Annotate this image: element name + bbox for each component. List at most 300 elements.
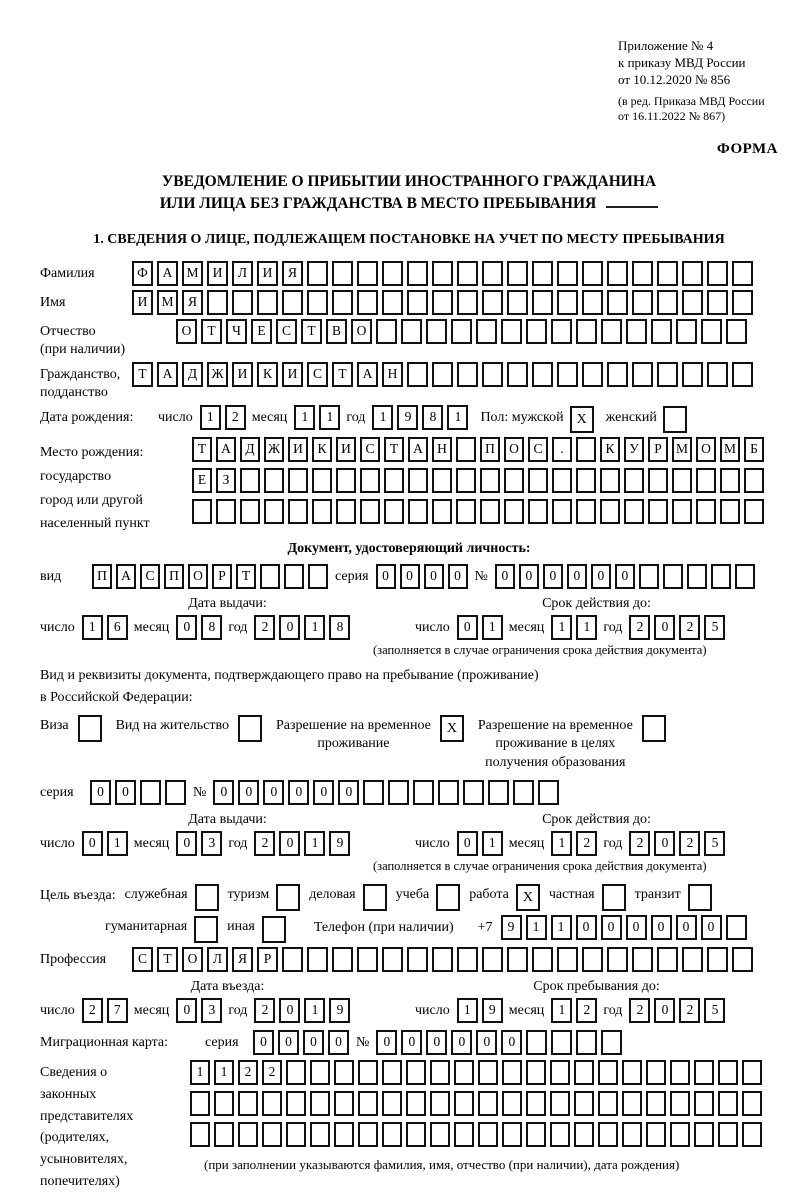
migration-series-input[interactable] [253,1030,349,1055]
char-cell [307,261,328,286]
char-cell [622,1091,642,1116]
representatives-label-line2: законных [40,1087,97,1103]
form-label: ФОРМА [716,141,778,158]
char-cell [504,468,524,493]
birth-place-row1-input[interactable] [192,437,764,462]
surname-input[interactable] [132,261,753,286]
char-cell: О [351,319,372,344]
char-cell: 2 [629,615,650,640]
year-label: год [603,836,623,852]
identity-doc-type-row [40,564,778,589]
citizenship-label-line1: Гражданство, [40,367,121,383]
char-cell [207,290,228,315]
char-cell: И [132,290,153,315]
day-label: число [415,619,450,635]
char-cell: Н [382,362,403,387]
char-cell [694,1122,714,1147]
month-label: месяц [133,619,170,635]
identity-issue-col [40,595,415,659]
profession-input[interactable] [132,947,753,972]
purpose-transit-checkbox[interactable] [688,884,712,911]
birth-place-label-line3: город или другой [40,492,143,508]
char-cell [264,468,284,493]
char-cell: Р [648,437,668,462]
char-cell [502,1122,522,1147]
surname-row [40,261,778,286]
char-cell [507,947,528,972]
char-cell [526,319,547,344]
patronymic-input[interactable] [176,319,747,344]
char-cell: 9 [501,915,522,940]
representatives-label-line4: (родителях, [40,1130,110,1146]
gender-female-checkbox[interactable] [663,406,687,433]
char-cell: 0 [288,780,309,805]
char-cell [214,1091,234,1116]
char-cell: 9 [397,405,418,430]
edition-note [618,94,778,125]
char-cell: 0 [654,615,675,640]
year-cells[interactable] [629,998,725,1023]
char-cell [576,468,596,493]
purpose-humanitarian-checkbox[interactable] [194,916,218,943]
char-cell: П [92,564,112,589]
char-cell [334,1122,354,1147]
month-cells[interactable] [176,615,222,640]
char-cell: Р [257,947,278,972]
purpose-business-checkbox[interactable] [363,884,387,911]
char-cell [742,1091,762,1116]
char-cell: С [132,947,153,972]
year-cells[interactable] [629,615,725,640]
char-cell [257,290,278,315]
char-cell [382,1060,402,1085]
char-cell [457,261,478,286]
char-cell [282,947,303,972]
char-cell [262,1122,282,1147]
char-cell [701,319,722,344]
edition-line: от 16.11.2022 № 867) [618,109,726,124]
day-cells[interactable] [200,405,246,430]
char-cell [707,261,728,286]
char-cell [601,319,622,344]
char-cell: 5 [704,831,725,856]
char-cell [264,499,284,524]
migration-card-label: Миграционная карта: [40,1035,169,1051]
appendix-line: к приказу МВД России [618,54,746,70]
char-cell [286,1122,306,1147]
char-cell [670,1060,690,1085]
char-cell: 0 [176,615,197,640]
identity-doc-heading: Документ, удостоверяющий личность: [287,541,531,557]
year-cells[interactable] [372,405,468,430]
char-cell [742,1122,762,1147]
char-cell [646,1091,666,1116]
temp-permit-label-line1: Разрешение на временное [275,718,431,734]
char-cell: 1 [319,405,340,430]
char-cell [720,468,740,493]
char-cell [307,290,328,315]
char-cell [260,564,280,589]
char-cell [407,290,428,315]
representatives-row2-input[interactable] [190,1091,762,1116]
char-cell [357,947,378,972]
char-cell: И [282,362,303,387]
residence-doc-intro-line2: в Российской Федерации: [40,689,193,705]
day-cells[interactable] [82,998,128,1023]
patronymic-label-line1: Отчество [40,324,96,340]
purpose-private-checkbox[interactable] [602,884,626,911]
char-cell: 0 [615,564,635,589]
month-label: месяц [133,836,170,852]
char-cell: 7 [107,998,128,1023]
month-label: месяц [508,1003,545,1019]
char-cell: К [312,437,332,462]
purpose-official-checkbox[interactable] [195,884,219,911]
year-label: год [228,619,248,635]
purpose-business-label: деловая [309,886,356,902]
char-cell [513,780,534,805]
char-cell [363,780,384,805]
char-cell: 1 [107,831,128,856]
birth-date-row [40,405,778,433]
day-cells[interactable] [457,998,503,1023]
residence-permit-option [116,714,262,742]
char-cell: 2 [254,998,275,1023]
citizenship-input[interactable] [132,362,753,387]
char-cell [388,780,409,805]
char-cell: 0 [501,1030,522,1055]
birth-place-block [40,437,778,536]
char-cell [682,261,703,286]
char-cell [482,947,503,972]
char-cell [308,564,328,589]
char-cell [334,1060,354,1085]
visa-label: Виза [40,718,69,734]
char-cell: 0 [176,998,197,1023]
char-cell [332,261,353,286]
form-title [40,171,778,214]
char-cell [657,261,678,286]
day-label: число [415,1003,450,1019]
char-cell [552,499,572,524]
char-cell: 8 [329,615,350,640]
purpose-study-checkbox[interactable] [436,884,460,911]
char-cell [687,564,707,589]
char-cell [478,1060,498,1085]
doc-series-input[interactable] [376,564,468,589]
char-cell [735,564,755,589]
char-cell [651,319,672,344]
year-cells[interactable] [629,831,725,856]
edu-permit-label-line2: проживание в целях [495,736,616,752]
char-cell: Я [282,261,303,286]
char-cell: Е [192,468,212,493]
char-cell [557,290,578,315]
month-cells[interactable] [176,998,222,1023]
char-cell: У [624,437,644,462]
char-cell [432,362,453,387]
char-cell [639,564,659,589]
char-cell: М [182,261,203,286]
char-cell [382,290,403,315]
char-cell [360,499,380,524]
char-cell [408,468,428,493]
char-cell: 5 [704,615,725,640]
identity-validity-heading: Срок действия до: [542,595,651,611]
char-cell: 2 [679,998,700,1023]
year-cells[interactable] [254,831,350,856]
representatives-label [40,1060,190,1192]
char-cell [682,947,703,972]
char-cell: 1 [526,915,547,940]
char-cell [552,468,572,493]
char-cell [507,261,528,286]
char-cell [670,1122,690,1147]
purpose-humanitarian [105,915,218,943]
title-blank-line [606,206,658,208]
char-cell [310,1122,330,1147]
appendix-line: от 10.12.2020 № 856 [618,71,731,87]
doc-type-input[interactable] [92,564,328,589]
char-cell: Т [332,362,353,387]
birth-place-row2-input[interactable] [192,468,764,493]
month-label: месяц [133,1003,170,1019]
char-cell: 1 [457,998,478,1023]
char-cell [694,1060,714,1085]
month-cells[interactable] [176,831,222,856]
char-cell [607,947,628,972]
char-cell: 0 [90,780,111,805]
month-cells[interactable] [294,405,340,430]
char-cell: И [232,362,253,387]
birth-place-label [40,437,192,536]
char-cell: Т [236,564,256,589]
char-cell: Т [301,319,322,344]
char-cell: 0 [115,780,136,805]
residence-number-input[interactable] [213,780,559,805]
char-cell [454,1091,474,1116]
char-cell: 3 [201,998,222,1023]
char-cell [532,947,553,972]
char-cell [476,319,497,344]
char-cell [682,290,703,315]
day-cells[interactable] [457,615,503,640]
char-cell: Я [232,947,253,972]
char-cell [426,319,447,344]
char-cell [406,1091,426,1116]
char-cell [312,468,332,493]
char-cell [358,1091,378,1116]
gender-male-checkbox[interactable]: X [570,406,594,433]
residence-validity-note: (заполняется в случае ограничения срока действия документа) [373,859,707,874]
char-cell: 2 [254,831,275,856]
residence-doc-series-row [40,780,778,805]
phone-prefix: +7 [477,919,493,935]
char-cell: А [408,437,428,462]
char-cell [600,499,620,524]
purpose-other-checkbox[interactable] [262,916,286,943]
char-cell [238,1122,258,1147]
char-cell: 1 [551,915,572,940]
char-cell [582,290,603,315]
char-cell [332,947,353,972]
purpose-work [469,883,540,911]
char-cell [214,1122,234,1147]
char-cell [456,468,476,493]
char-cell [478,1122,498,1147]
char-cell [430,1122,450,1147]
char-cell: 0 [626,915,647,940]
residence-validity-date-group [415,831,778,856]
char-cell: О [182,947,203,972]
char-cell [694,1091,714,1116]
char-cell [720,499,740,524]
char-cell [732,362,753,387]
month-cells[interactable] [551,998,597,1023]
char-cell [454,1122,474,1147]
char-cell [676,319,697,344]
char-cell: Я [182,290,203,315]
year-cells[interactable] [254,998,350,1023]
gender-female-label: женский [605,410,657,426]
year-cells[interactable] [254,615,350,640]
char-cell: 2 [254,615,275,640]
edu-permit-checkbox[interactable] [642,715,666,742]
representatives-row3-input[interactable] [190,1122,762,1147]
char-cell [336,499,356,524]
char-cell [574,1122,594,1147]
purpose-private [549,883,626,911]
char-cell: Т [384,437,404,462]
month-cells[interactable] [551,615,597,640]
identity-validity-note: (заполняется в случае ограничения срока действия документа) [373,643,707,658]
birth-place-row3-input[interactable] [192,499,764,524]
purpose-tourism-checkbox[interactable] [276,884,300,911]
residence-doc-options [40,714,778,772]
char-cell: 0 [313,780,334,805]
char-cell: 0 [601,915,622,940]
residence-permit-checkbox[interactable] [238,715,262,742]
purpose-work-checkbox[interactable]: X [516,884,540,911]
char-cell [240,468,260,493]
form-title-line1: УВЕДОМЛЕНИЕ О ПРИБЫТИИ ИНОСТРАННОГО ГРАЖДАНИНА [161,173,657,191]
char-cell: Л [207,947,228,972]
profession-row [40,947,778,972]
firstname-input[interactable] [132,290,753,315]
doc-number-input[interactable] [495,564,755,589]
char-cell [557,947,578,972]
purpose-study-label: учеба [395,886,430,902]
char-cell: 6 [107,615,128,640]
surname-label: Фамилия [40,266,95,282]
char-cell [502,1060,522,1085]
char-cell: М [157,290,178,315]
char-cell: 0 [701,915,722,940]
char-cell [744,468,764,493]
patronymic-label-line2: (при наличии) [40,341,126,357]
day-cells[interactable] [82,615,128,640]
char-cell [576,319,597,344]
char-cell [646,1122,666,1147]
char-cell: А [157,362,178,387]
char-cell: 8 [422,405,443,430]
char-cell: 1 [482,615,503,640]
char-cell [432,499,452,524]
char-cell [582,947,603,972]
char-cell: 2 [576,831,597,856]
char-cell [551,1030,572,1055]
char-cell [598,1122,618,1147]
char-cell [432,468,452,493]
char-cell: 2 [629,998,650,1023]
char-cell [657,290,678,315]
representatives-row1-input[interactable] [190,1060,762,1085]
char-cell [504,499,524,524]
char-cell [550,1122,570,1147]
char-cell [718,1091,738,1116]
char-cell: 0 [451,1030,472,1055]
char-cell: 0 [238,780,259,805]
day-cells[interactable] [457,831,503,856]
char-cell [532,290,553,315]
stay-until-col [415,978,778,1024]
residence-validity-col [373,811,778,875]
migration-number-input[interactable] [376,1030,622,1055]
phone-input[interactable] [501,915,747,940]
char-cell [582,261,603,286]
char-cell [358,1122,378,1147]
firstname-row [40,290,778,315]
char-cell [696,499,716,524]
char-cell: 0 [279,831,300,856]
char-cell: 0 [576,915,597,940]
char-cell [538,780,559,805]
char-cell: 0 [676,915,697,940]
visa-checkbox[interactable] [78,715,102,742]
entry-dates [40,978,778,1024]
month-cells[interactable] [551,831,597,856]
stay-until-heading: Срок пребывания до: [533,978,660,994]
form-title-line2-text: ИЛИ ЛИЦА БЕЗ ГРАЖДАНСТВА В МЕСТО ПРЕБЫВАНИЯ [159,194,597,212]
char-cell [165,780,186,805]
char-cell: Л [232,261,253,286]
char-cell [336,468,356,493]
char-cell [632,947,653,972]
birth-place-label-line4: населенный пункт [40,516,150,532]
day-cells[interactable] [82,831,128,856]
char-cell [376,319,397,344]
char-cell: З [216,468,236,493]
char-cell [600,468,620,493]
char-cell: И [336,437,356,462]
char-cell: 1 [447,405,468,430]
purpose-private-label: частная [548,886,595,902]
char-cell: 2 [238,1060,258,1085]
temp-permit-checkbox[interactable]: X [440,715,464,742]
char-cell [598,1091,618,1116]
day-label: число [40,836,75,852]
char-cell [384,468,404,493]
char-cell [622,1122,642,1147]
edition-line: (в ред. Приказа МВД России [618,93,765,108]
char-cell [718,1122,738,1147]
char-cell: В [326,319,347,344]
char-cell [310,1060,330,1085]
char-cell [190,1122,210,1147]
char-cell: 5 [704,998,725,1023]
residence-series-input[interactable] [90,780,186,805]
edu-permit-label [478,714,633,772]
